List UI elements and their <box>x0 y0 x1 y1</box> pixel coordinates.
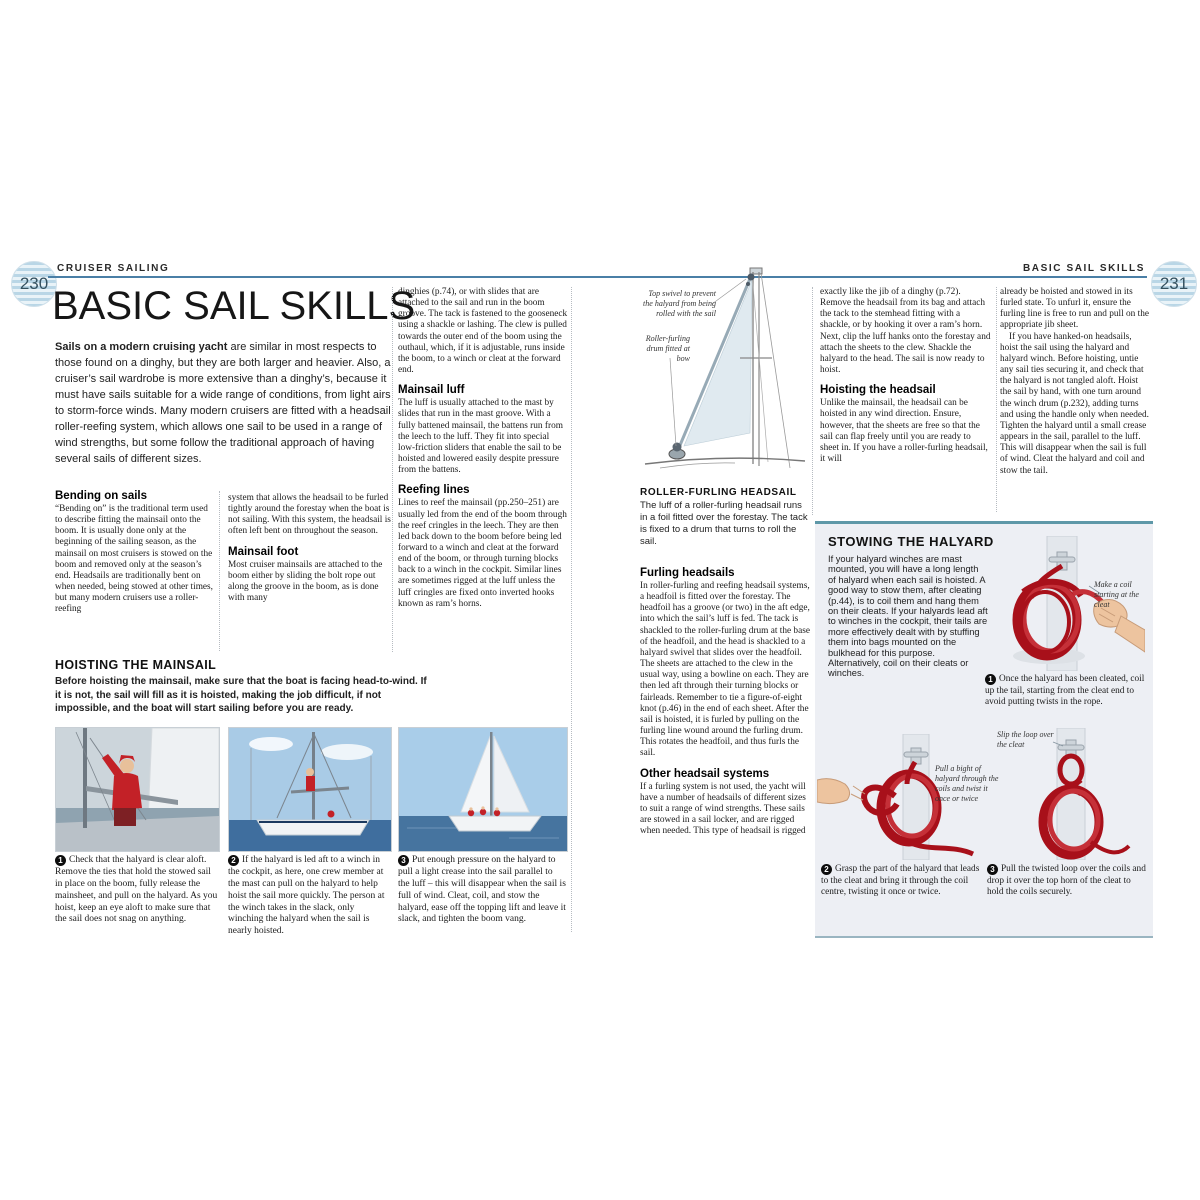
hoisting-box-intro: Before hoisting the mainsail, make sure that the boat is facing head-to-wind. If it is not, the sail will fill as it is hoisted, making the job difficult, if not impossible, and the boat will start sailing before you are ready. <box>55 676 427 714</box>
photo-hoisting-step-2 <box>228 727 392 852</box>
photo-hoisting-step-1 <box>55 727 220 852</box>
diagram-label-drum: Roller-furling drum fitted at bow <box>645 334 690 363</box>
running-header-left: CRUISER SAILING <box>57 263 170 274</box>
diagram-caption-body: The luff of a roller-furling headsail runs in a foil fitted over the forestay. The tack is fixed to a drum that turns to roll the sail. <box>640 500 808 547</box>
body-mainsail-foot-cont: dinghies (p.74), or with slides that are attached to the sail and run in the boom groove. The tack is fastened to the gooseneck using a shackle or lashing. The clew is pulled towards the outer end of the boom using the outhaul, which, if it is adjustable, runs inside the boom, to a winch or cleat at the forward end. <box>398 287 568 376</box>
stowing-caption-2: 2 Grasp the part of the halyard that leads to the cleat and bring it through the coil centre, twisting it once or twice. <box>821 864 980 898</box>
column-mainsail-foot <box>228 493 392 612</box>
running-header-right: BASIC SAIL SKILLS <box>1022 263 1145 274</box>
column-divider <box>571 287 572 932</box>
photo-caption-2: 2 If the halyard is led aft to a winch in the cockpit, as here, one crew member at the mast can pull on the halyard to help hoist the sail more quickly. The person at the winch takes in the slack, only winching the halyard when the sail is nearly hoisted. <box>228 855 385 937</box>
intro-paragraph <box>55 339 393 467</box>
photo-caption-3: 3 Put enough pressure on the halyard to pull a light crease into the sail parallel to the luff – this will disappear when the sail is full of wind. Cleat, coil, and stow the halyard, ease off the topping lift and leave it slack, and tighten the boom vang. <box>398 855 566 925</box>
stowing-caption-1: 1 Once the halyard has been cleated, coil up the tail, starting from the cleat end to avoid putting twists in the rope. <box>985 674 1145 708</box>
body-unfurl: already be hoisted and stowed in its furled state. To unfurl it, ensure the furling line is free to run and pull on the appropriate jib sheet. <box>1000 287 1149 331</box>
header-rule <box>48 276 1147 278</box>
step-number-icon: 2 <box>228 855 239 866</box>
body-bending-cont: system that allows the headsail to be furled tightly around the forestay when the boat is not sailing. With this system, the headsail is often left bent on throughout the season. <box>228 493 391 537</box>
section-heading-reefing-lines: Reefing lines <box>398 484 470 497</box>
column-furling <box>640 567 812 845</box>
column-mainsail-luff <box>398 287 568 618</box>
column-divider <box>392 287 393 652</box>
step-number-icon: 3 <box>398 855 409 866</box>
section-heading-hoisting-headsail: Hoisting the headsail <box>820 384 936 397</box>
body-hanked-headsails: If you have hanked-on headsails, hoist the sail using the halyard and halyard winch. Before hoisting, untie any sail ties securing it, and check that the halyard is not tangled aloft. Hoist the sail by hand, with one turn around the winch drum (p.232), adding turns and using the handle only when needed. Tighten the halyard until a small crease appears in the sail, parallel to the luff. This will disappear when the sail is full of wind. Cleat the halyard and coil and stow the tail. <box>1000 331 1149 476</box>
column-bending <box>55 490 217 624</box>
body-mainsail-foot: Most cruiser mainsails are attached to the boom either by sliding the bolt rope out along the groove in the boom, as is done with many <box>228 559 383 604</box>
body-mainsail-luff: The luff is usually attached to the mast by slides that run in the mast groove. With a fully battened mainsail, the battens run from the leech to the luff. They fit into special low-friction sliders that enable the sail to be hoisted and lowered easily despite pressure from the battens. <box>398 398 563 476</box>
diagram-caption-heading: ROLLER-FURLING HEADSAIL <box>640 487 797 498</box>
step-number-icon: 1 <box>55 855 66 866</box>
stowing-caption-3: 3 Pull the twisted loop over the coils and drop it over the top horn of the cleat to hold the coils securely. <box>987 864 1146 898</box>
page-number-right-circle <box>1151 261 1197 307</box>
stowing-box <box>815 521 1153 938</box>
body-other-headsail: If a furling system is not used, the yacht will have a number of headsails of different sizes to suit a range of wind strengths. These sails are stowed in a sail locker, and are rigged when needed. This type of headsail is rigged <box>640 781 806 837</box>
stowing-box-intro: If your halyard winches are mast mounted, you will have a long length of halyard when each sail is hoisted. A good way to stow them, after cleating (p.44), is to coil them and hang them on their cleats. If your halyards lead aft to winches in the cockpit, their tails are more effectively dealt with by stuffing them into bags mounted on the bulkhead for this purpose. Alternatively, coil on their cleats or winches. <box>828 554 988 679</box>
label-slip-the-loop: Slip the loop over the cleat <box>997 730 1054 749</box>
intro-lead: Sails on a modern cruising yacht <box>55 341 228 353</box>
section-heading-bending: Bending on sails <box>55 490 148 502</box>
column-unfurling <box>1000 287 1150 485</box>
page-number-left: 230 <box>19 274 49 293</box>
intro-rest: are similar in most respects to those found on a dinghy, but they are both larger and heavier. Also, a cruiser’s sail wardrobe is more extensive than a dinghy’s, because it must have sails suitable for a wide range of conditions, from light airs to storm-force winds. Many modern cruisers are fitted with a headsail roller-reefing system, which allows one sail to be used in a range of wind strengths, but some follow the traditional approach of having several sails of different sizes. <box>55 341 391 465</box>
photo-hoisting-step-3 <box>398 727 568 852</box>
section-heading-furling: Furling headsails <box>640 567 735 579</box>
body-reefing-lines: Lines to reef the mainsail (pp.250–251) are usually led from the end of the boom through the reef cringles in the leech. They are then led back down to the boom before being led forward to a winch and cleat at the forward end of the boom, or through turning blocks back to a winch in the cockpit. Similar lines are sometimes rigged at the luff unless the luff cringles are fixed onto inverted hooks known as ram’s horns. <box>398 498 567 609</box>
column-divider <box>996 287 997 512</box>
section-heading-other-headsail: Other headsail systems <box>640 767 770 780</box>
page-number-left-circle <box>11 261 57 307</box>
section-heading-mainsail-luff: Mainsail luff <box>398 384 465 397</box>
stowing-box-heading: STOWING THE HALYARD <box>828 534 994 549</box>
body-furling: In roller-furling and reefing headsail systems, a headfoil is fitted over the forestay. The headfoil has a groove (or two) in the aft edge, into which the sail’s luff is fed. The tack is shackled to the roller-furling drum at the base of the headfoil, and the head is shackled to a halyard swivel that slides over the headfoil. The sheets are attached to the clew in the usual way, using a bowline on each. They are then led aft through their turning blocks or fairleads. Remember to tie a figure-of-eight knot (p.46) in the end of each sheet. After the sail is hoisted, it is furled by pulling on the furling line wound around the furling drum. This rotates the headfoil, and thus furls the sail. <box>640 581 810 759</box>
body-rigging-headsail: exactly like the jib of a dinghy (p.72). Remove the headsail from its bag and attach the tack to the stemhead fitting with a shackle, or by hooking it over a ram’s horn. Next, clip the luff hanks onto the forestay and attach the sheets to the clew. Shackle the halyard to the head. The sail is now ready to hoist. <box>820 287 991 376</box>
step-number-icon: 2 <box>821 864 832 875</box>
section-heading-mainsail-foot: Mainsail foot <box>228 545 299 558</box>
column-hoisting-headsail <box>820 287 992 473</box>
label-pull-a-bight: Pull a bight of halyard through the coils and twist it once or twice <box>935 764 999 803</box>
label-make-a-coil: Make a coil starting at the cleat <box>1094 580 1139 609</box>
body-hoisting-headsail: Unlike the mainsail, the headsail can be hoisted in any wind direction. Ensure, however, that the sheets are free so that the sail can flap freely until you are ready to sheet in. If you have a roller-furling headsail, it will <box>820 398 988 465</box>
page-number-right: 231 <box>1159 274 1189 293</box>
step-number-icon: 1 <box>985 674 996 685</box>
page-title: BASIC SAIL SKILLS <box>52 284 416 328</box>
column-divider <box>812 287 813 515</box>
body-bending: “Bending on” is the traditional term used to describe fitting the mainsail onto the boom. It is usually done only at the beginning of the sailing season, as the mainsail on most cruisers is stowed on the boom and removed only at the season’s end. Headsails are traditionally bent on when needed, being stowed at other times, but many modern cruisers use a roller-reefing <box>55 504 214 615</box>
step-number-icon: 3 <box>987 864 998 875</box>
hoisting-box-heading: HOISTING THE MAINSAIL <box>55 658 217 672</box>
column-divider <box>219 491 220 651</box>
photo-caption-1: 1 Check that the halyard is clear aloft. Remove the ties that hold the stowed sail in place on the boom, fully release the mainsheet, and pull on the halyard. As you hoist, keep an eye aloft to make sure that the sail does not snag on anything. <box>55 855 218 925</box>
diagram-label-top-swivel: Top swivel to prevent the halyard from being rolled with the sail <box>643 289 716 318</box>
